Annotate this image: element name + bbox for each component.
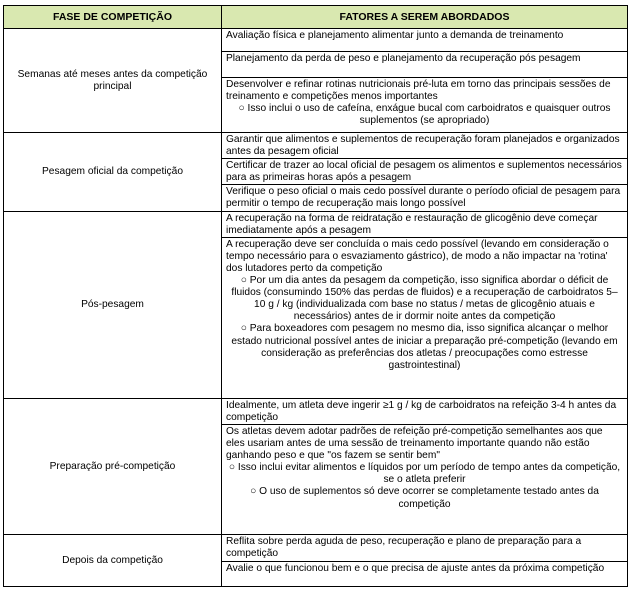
nutrition-phases-table — [3, 5, 628, 587]
phase-cell: Pesagem oficial da competição — [4, 133, 222, 212]
bullet-item — [226, 103, 623, 127]
table-row — [4, 211, 628, 237]
header-phase: FASE DE COMPETIÇÃO — [4, 6, 222, 29]
bullet-text: Isso inclui o uso de cafeína, enxágue bucal com carboidratos e quaisquer outros suplementos (se apropriado) — [247, 103, 611, 127]
factor-text: Reflita sobre perda aguda de peso, recuperação e plano de preparação para a competição — [226, 535, 582, 560]
bullet-item — [226, 486, 623, 510]
phase-cell: Preparação pré-competição — [4, 398, 222, 534]
factor-cell — [222, 237, 628, 398]
bullet-text: Isso inclui evitar alimentos e líquidos por um período de tempo antes da competição, se o atleta preferir — [237, 462, 621, 486]
phase-cell: Pós-pesagem — [4, 211, 222, 398]
factor-cell — [222, 398, 628, 424]
factor-cell — [222, 78, 628, 133]
factor-text: Planejamento da perda de peso e planejamento da recuperação pós pesagem — [226, 53, 581, 64]
factor-text: A recuperação na forma de reidratação e restauração de glicogênio deve começar imediatamente após a pesagem — [226, 212, 598, 236]
factor-text: Certificar de trazer ao local oficial de pesagem os alimentos e suplementos necessários para as primeiras horas após a pesagem — [226, 160, 622, 184]
header-factors: FATORES A SEREM ABORDADOS — [222, 6, 628, 29]
bullet-text: O uso de suplementos só deve ocorrer se completamente testado antes da competição — [259, 486, 599, 510]
bullet-text: Para boxeadores com pesagem no mesmo dia, isso significa alcançar o melhor estado nutricional possível antes de iniciar a preparação pré-competição (levando em consideração as preferências dos atletas / preocupações como estresse gastrointestinal) — [231, 323, 618, 371]
bullet-circle-icon: ○ — [240, 275, 247, 287]
bullet-item — [226, 275, 623, 323]
factor-cell — [222, 561, 628, 586]
factor-cell — [222, 185, 628, 211]
factor-cell — [222, 133, 628, 159]
factor-cell — [222, 52, 628, 78]
factor-text: Idealmente, um atleta deve ingerir ≥1 g / kg de carboidratos na refeição 3-4 h antes da competição — [226, 399, 617, 423]
bullet-circle-icon: ○ — [238, 103, 245, 115]
factor-cell — [222, 211, 628, 237]
table-row — [4, 133, 628, 159]
bullet-circle-icon: ○ — [228, 462, 236, 474]
factor-text: Garantir que alimentos e suplementos de recuperação foram planejados e organizados antes da pesagem oficial — [226, 134, 620, 158]
factor-cell — [222, 424, 628, 534]
table-row — [4, 534, 628, 561]
factor-text: Os atletas devem adotar padrões de refeição pré-competição semelhantes aos que eles usariam antes de uma sessão de treinamento importante quando não estão ganhando peso e que "os fazem se sentir bem" — [226, 425, 603, 462]
factor-cell — [222, 534, 628, 561]
phase-cell: Depois da competição — [4, 534, 222, 586]
bullet-text: Por um dia antes da pesagem da competição, isso significa abordar o déficit de fluidos (consumindo 150% das perdas de fluidos) e a recuperação de carboidratos 5–10 g / kg (individualizada com base no status / metas de glicogênio atuais e necessários) antes de ir dormir noite antes da competição — [231, 275, 618, 323]
factor-text: A recuperação deve ser concluída o mais cedo possível (levando em consideração o tempo necessário para o esvaziamento gástrico), de modo a não impactar na 'rotina' dos lutadores perto da competição — [226, 238, 609, 274]
table-row — [4, 29, 628, 52]
bullet-item — [226, 462, 623, 486]
factor-cell — [222, 159, 628, 185]
header-row — [4, 6, 628, 29]
factor-text: Avaliação física e planejamento alimentar junto a demanda de treinamento — [226, 30, 564, 41]
factor-text: Avalie o que funcionou bem e o que precisa de ajuste antes da próxima competição — [226, 562, 605, 574]
factor-text: Desenvolver e refinar rotinas nutricionais pré-luta em torno das principais sessões de treinamento e competições menos importantes — [226, 79, 611, 103]
table-row — [4, 398, 628, 424]
factor-text: Verifique o peso oficial o mais cedo possível durante o período oficial de pesagem para permitir o tempo de recuperação mais longo possível — [226, 186, 621, 210]
factor-cell — [222, 29, 628, 52]
bullet-circle-icon: ○ — [250, 486, 257, 498]
bullet-circle-icon: ○ — [240, 323, 247, 335]
bullet-item — [226, 323, 623, 371]
phase-cell: Semanas até meses antes da competição principal — [4, 29, 222, 133]
